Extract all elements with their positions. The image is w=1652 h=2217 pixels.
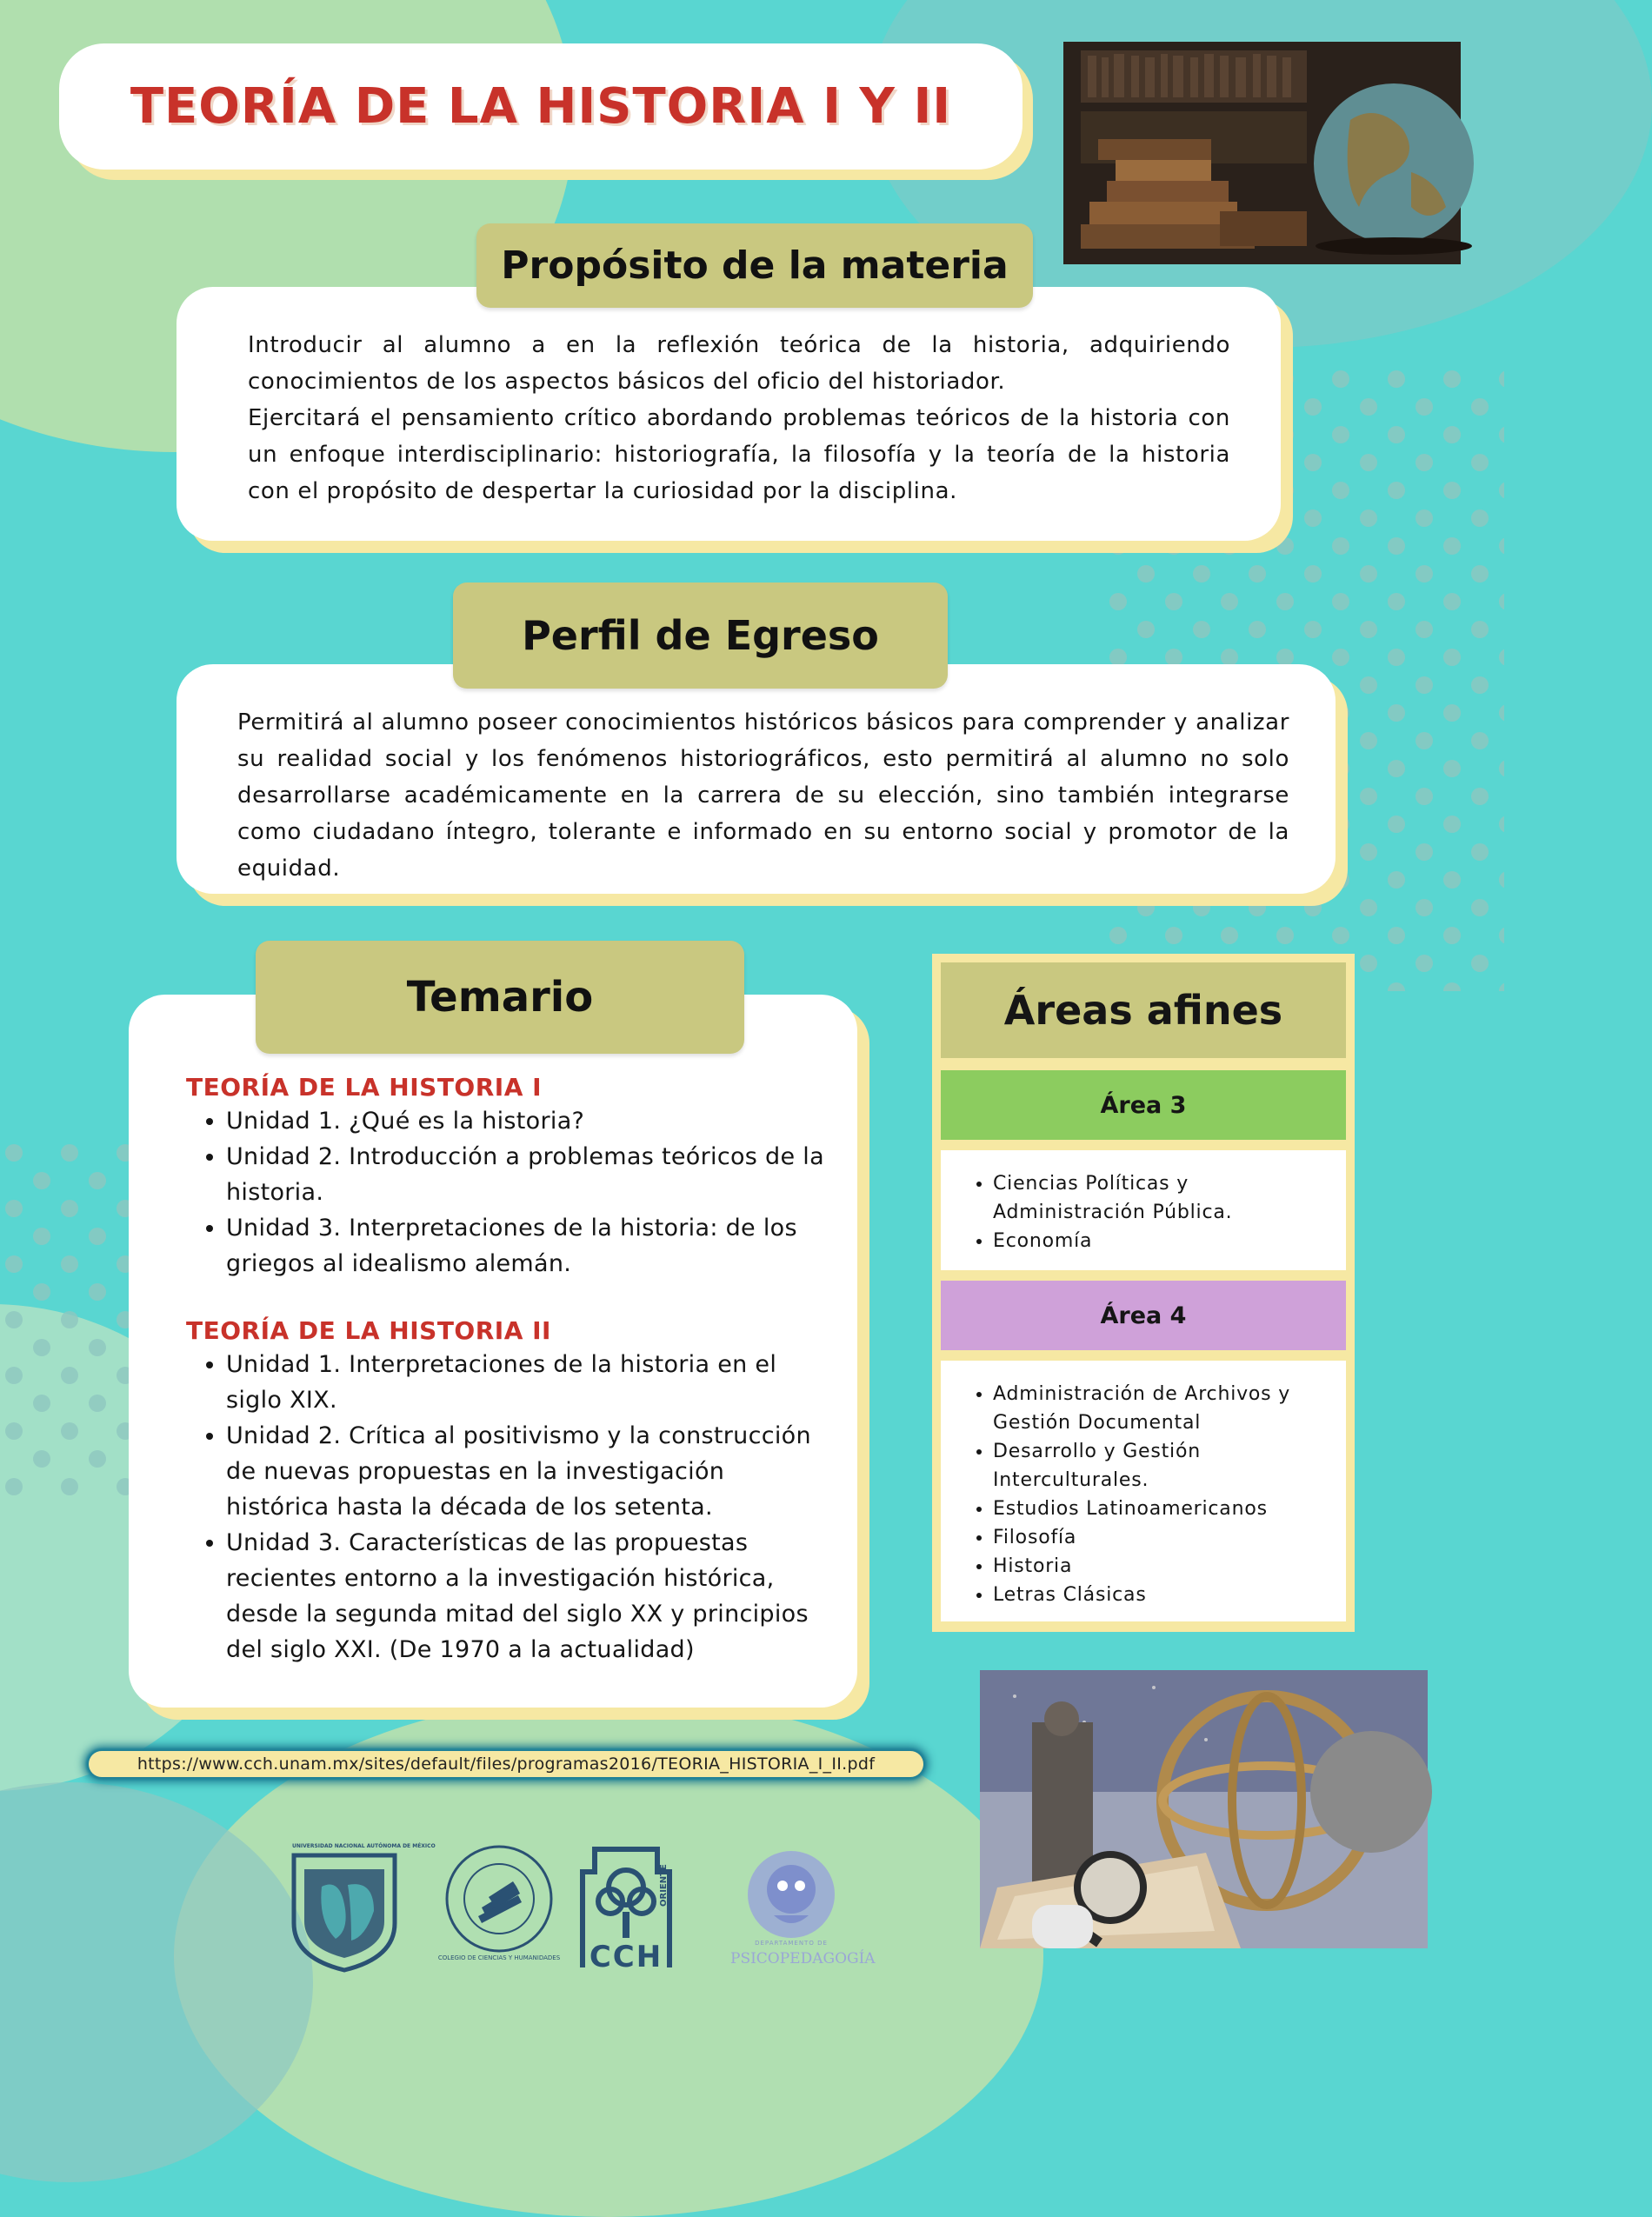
list-item: • Desarrollo y Gestión Interculturales. bbox=[993, 1437, 1346, 1495]
list-item: • Filosofía bbox=[993, 1523, 1346, 1552]
area-3-header: Área 3 bbox=[941, 1070, 1346, 1140]
list-item: • Letras Clásicas bbox=[993, 1581, 1346, 1609]
program-link[interactable]: https://www.cch.unam.mx/sites/default/files/programas2016/TEORIA_HISTORIA_I_II.pdf bbox=[89, 1751, 923, 1777]
list-item: • Economía bbox=[993, 1227, 1346, 1255]
temario-section-2-units bbox=[186, 1347, 829, 1668]
colegio-logo bbox=[437, 1843, 561, 1961]
proposito-paragraph-2: Ejercitará el pensamiento crítico abordando problemas teóricos de la historia con un enfoque interdisciplinario: historiografía, la filosofía y la teoría de la historia con el propósito de despertar la curiosidad por la disciplina. bbox=[248, 405, 1230, 504]
list-item: • Unidad 2. Crítica al positivismo y la construcción de nuevas propuestas en la investigación histórica hasta la década de los setenta. bbox=[226, 1418, 829, 1525]
proposito-label: Propósito de la materia bbox=[476, 223, 1033, 308]
area-3-list bbox=[941, 1150, 1346, 1270]
perfil-label: Perfil de Egreso bbox=[453, 583, 948, 689]
psicopedagogia-logo bbox=[730, 1848, 876, 1978]
list-item: • Administración de Archivos y Gestión Documental bbox=[993, 1380, 1346, 1437]
list-item: • Unidad 2. Introducción a problemas teóricos de la historia. bbox=[226, 1139, 829, 1210]
title-card bbox=[59, 43, 1023, 170]
areas-label: Áreas afines bbox=[941, 962, 1346, 1058]
proposito-card bbox=[177, 287, 1281, 541]
unam-logo-text: UNIVERSIDAD NACIONAL AUTÓNOMA DE MÉXICO bbox=[292, 1843, 436, 1849]
list-item: • Unidad 3. Interpretaciones de la historia: de los griegos al idealismo alemán. bbox=[226, 1210, 829, 1282]
temario-section-2-title: TEORÍA DE LA HISTORIA II bbox=[186, 1316, 551, 1345]
list-item: • Historia bbox=[993, 1552, 1346, 1581]
temario-card bbox=[129, 995, 857, 1708]
list-item: • Ciencias Políticas y Administración Pública. bbox=[993, 1169, 1346, 1227]
proposito-paragraph-1: Introducir al alumno a en la reflexión teórica de la historia, adquiriendo conocimientos de los aspectos básicos del oficio del historiador. bbox=[248, 332, 1230, 395]
list-item: • Estudios Latinoamericanos bbox=[993, 1495, 1346, 1523]
psicopedagogia-logo-text: DEPARTAMENTO DE bbox=[755, 1940, 828, 1947]
areas-panel bbox=[932, 954, 1355, 1632]
temario-section-1-title: TEORÍA DE LA HISTORIA I bbox=[186, 1073, 543, 1102]
temario-section-1-units bbox=[186, 1103, 829, 1282]
astronomer-engraving-image bbox=[980, 1670, 1428, 1948]
cch-logo-text: CCH bbox=[589, 1940, 663, 1974]
area-4-list bbox=[941, 1361, 1346, 1621]
unam-logo bbox=[287, 1843, 436, 1972]
area-4-header: Área 4 bbox=[941, 1281, 1346, 1350]
list-item: • Unidad 1. Interpretaciones de la historia en el siglo XIX. bbox=[226, 1347, 829, 1418]
temario-label: Temario bbox=[256, 941, 744, 1054]
dot-pattern-left bbox=[0, 1139, 130, 1504]
books-globe-image bbox=[1063, 42, 1461, 264]
cch-logo-subtext: ORIENTE bbox=[659, 1864, 669, 1907]
psicopedagogia-logo-subtext: PSICOPEDAGOGÍA bbox=[730, 1950, 876, 1967]
perfil-card bbox=[177, 664, 1336, 894]
perfil-text: Permitirá al alumno poseer conocimientos históricos básicos para comprender y analizar su realidad social y los fenómenos historiográficos, esto permitirá al alumno no solo desarrollarse académicamente en la carrera de su elección, sino también integrarse como ciudadano íntegro, tolerante e informado en su entorno social y promotor de la equidad. bbox=[237, 709, 1289, 882]
page-title: TEORÍA DE LA HISTORIA I Y II bbox=[130, 78, 952, 135]
cch-oriente-logo bbox=[570, 1837, 682, 1976]
list-item: • Unidad 1. ¿Qué es la historia? bbox=[226, 1103, 829, 1139]
colegio-logo-text: COLEGIO DE CIENCIAS Y HUMANIDADES bbox=[437, 1954, 561, 1961]
list-item: • Unidad 3. Características de las propuestas recientes entorno a la investigación histórica, desde la segunda mitad del siglo XX y principios del siglo XXI. (De 1970 a la actualidad) bbox=[226, 1525, 829, 1668]
